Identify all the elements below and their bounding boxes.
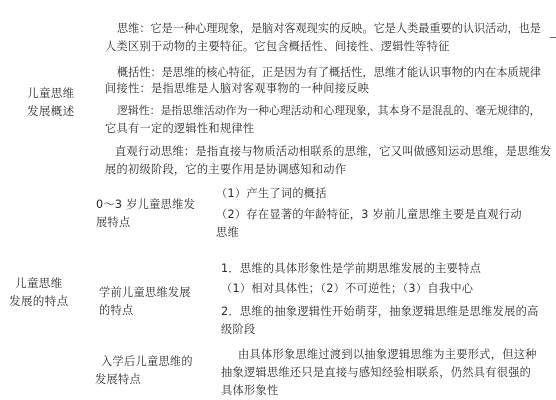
- thinking-definition-line1: 思维：它是一种心理现象，是脑对客观现实的反映。它是人类最重要的认识活动，也是: [117, 22, 541, 35]
- overview-label-line2: 发展概述: [27, 104, 75, 118]
- row2-item2-line2: 级阶段: [221, 323, 256, 336]
- logic-definition-line2: 它具有一定的逻辑性和规律性: [105, 122, 255, 135]
- overview-label-line1: 儿童思维: [27, 86, 75, 100]
- row1-label-line1: 0～3 岁儿童思维发: [96, 198, 196, 211]
- indirectness-definition: 间接性：是指思维是人脑对客观事物的一种间接反映: [105, 82, 370, 95]
- row1-label-line2: 展特点: [96, 216, 131, 229]
- row2-label-line1: 学前儿童思维发展: [99, 286, 191, 299]
- row1-item2-line2: 思维: [216, 226, 239, 239]
- row2-label-line2: 的特点: [99, 304, 134, 317]
- row2-item1: 1．思维的具体形象性是学前期思维发展的主要特点: [221, 262, 482, 275]
- row3-label-line1: 入学后儿童思维的: [101, 355, 193, 368]
- row3-label-line2: 发展特点: [95, 373, 141, 386]
- row3-text-line2: 抽象逻辑思维还只是直接与感知经验相联系，仍然具有很强的: [221, 366, 532, 379]
- row2-item1-sub: （1）相对具体性；（2）不可逆性；（3）自我中心: [221, 282, 474, 295]
- characteristics-label-line1: 儿童思维: [15, 276, 63, 290]
- action-thinking-line1: 直观行动思维：是指直接与物质活动相联系的思维，它又叫做感知运动思维，是思维发: [115, 145, 552, 158]
- row2-item2-line1: 2．思维的抽象逻辑性开始萌芽，抽象逻辑思维是思维发展的高: [221, 305, 539, 318]
- row1-item1: （1）产生了词的概括: [216, 187, 327, 200]
- generalization-definition: 概括性：是思维的核心特征，正是因为有了概括性，思维才能认识事物的内在本质规律: [117, 66, 541, 79]
- row3-text-line1: 由具体形象思维过渡到以抽象逻辑思维为主要形式，但这种: [238, 348, 537, 361]
- action-thinking-line2: 展的初级阶段，它的主要作用是协调感知和动作: [105, 163, 347, 176]
- characteristics-label-line2: 发展的特点: [9, 294, 69, 308]
- logic-definition-line1: 逻辑性：是指思维活动作为一种心理活动和心理现象，其本身不是混乱的、毫无规律的，: [117, 104, 541, 117]
- thinking-definition-line2: 人类区别于动物的主要特征。它包含概括性、间接性、逻辑性等特征: [105, 40, 450, 53]
- row3-text-line3: 具体形象性: [221, 384, 279, 397]
- row1-item2-line1: （2）存在显著的年龄特征，3 岁前儿童思维主要是直观行动: [216, 208, 522, 221]
- edge-mark: [550, 37, 556, 38]
